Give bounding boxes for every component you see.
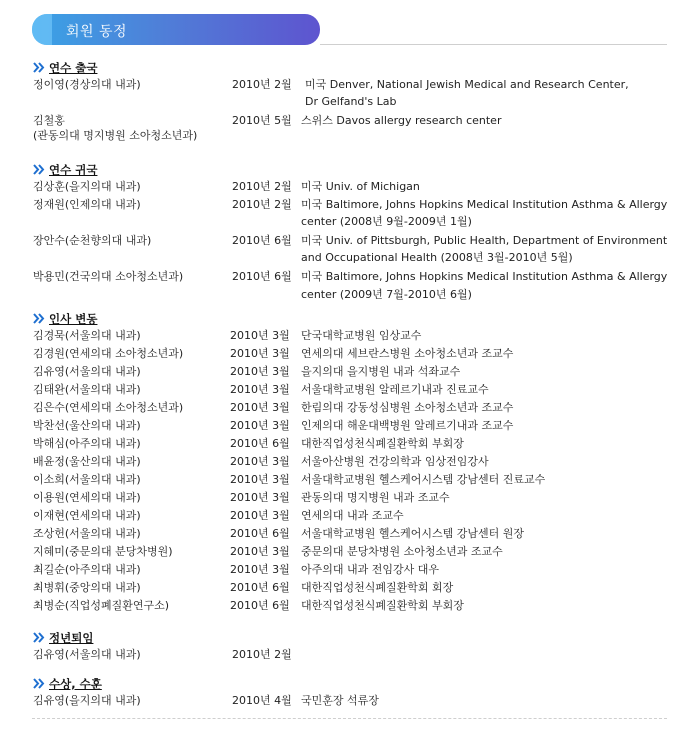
list-item xyxy=(0,490,700,506)
member-date: 2010년 2월 xyxy=(232,198,292,211)
section-title: 정년퇴임 xyxy=(49,631,94,645)
double-chevron-icon xyxy=(33,62,48,73)
member-date: 2010년 2월 xyxy=(232,180,292,193)
member-date: 2010년 3월 xyxy=(230,401,290,414)
member-detail: center (2008년 9월-2009년 1월) xyxy=(301,215,472,228)
list-item xyxy=(0,562,700,578)
member-name: 김유영(서울의대 내과) xyxy=(33,648,141,661)
member-detail: 서울대학교병원 헬스케어시스템 강남센터 원장 xyxy=(301,527,525,540)
member-name: 박용민(건국의대 소아청소년과) xyxy=(33,270,184,283)
member-name: 김은수(연세의대 소아청소년과) xyxy=(33,401,184,414)
section-header xyxy=(32,14,320,45)
double-chevron-icon xyxy=(33,632,48,643)
member-name: 이용원(연세의대 내과) xyxy=(33,491,141,504)
list-item xyxy=(0,472,700,488)
member-date: 2010년 3월 xyxy=(230,473,290,486)
list-item-continuation xyxy=(0,214,700,230)
member-date: 2010년 3월 xyxy=(230,563,290,576)
list-item-continuation xyxy=(0,94,700,110)
member-date: 2010년 2월 xyxy=(232,648,292,661)
list-item xyxy=(0,693,700,709)
member-name: 장안수(순천향의대 내과) xyxy=(33,234,152,247)
list-item xyxy=(0,382,700,398)
member-detail: 아주의대 내과 전임강사 대우 xyxy=(301,563,440,576)
member-date: 2010년 6월 xyxy=(232,234,292,247)
list-item xyxy=(0,269,700,285)
section-title: 연수 귀국 xyxy=(49,163,98,177)
member-detail: 한림의대 강동성심병원 소아청소년과 조교수 xyxy=(301,401,514,414)
member-detail: 서울대학교병원 헬스케어시스템 강남센터 진료교수 xyxy=(301,473,546,486)
list-item xyxy=(0,179,700,195)
member-date: 2010년 3월 xyxy=(230,329,290,342)
list-item-continuation xyxy=(0,287,700,303)
member-date: 2010년 4월 xyxy=(232,694,292,707)
member-date: 2010년 5월 xyxy=(232,114,292,127)
section-title: 수상, 수훈 xyxy=(49,677,102,691)
list-item xyxy=(0,436,700,452)
member-date: 2010년 2월 xyxy=(232,78,292,91)
member-detail: center (2009년 7월-2010년 6월) xyxy=(301,288,472,301)
member-detail: 단국대학교병원 임상교수 xyxy=(301,329,422,342)
list-item xyxy=(0,598,700,614)
section-retirement-heading xyxy=(33,630,93,644)
member-name: 최병순(직업성폐질환연구소) xyxy=(33,599,170,612)
member-detail: 인제의대 해운대백병원 알레르기내과 조교수 xyxy=(301,419,514,432)
member-name: 정이영(경상의대 내과) xyxy=(33,78,141,91)
section-departures-heading xyxy=(33,60,97,74)
member-detail: 을지의대 을지병원 내과 석좌교수 xyxy=(301,365,461,378)
bottom-divider xyxy=(32,718,667,719)
member-detail: and Occupational Health (2008년 3월-2010년 5월) xyxy=(301,251,573,264)
member-date: 2010년 6월 xyxy=(230,437,290,450)
member-detail: 대한직업성천식폐질환학회 부회장 xyxy=(301,599,464,612)
member-detail: 스위스 Davos allergy research center xyxy=(301,114,502,127)
member-date: 2010년 3월 xyxy=(230,365,290,378)
member-name: 박해심(아주의대 내과) xyxy=(33,437,141,450)
member-name: 김태완(서울의대 내과) xyxy=(33,383,141,396)
double-chevron-icon xyxy=(33,678,48,689)
member-detail: 미국 Univ. of Michigan xyxy=(301,180,420,193)
member-detail: 관동의대 명지병원 내과 조교수 xyxy=(301,491,450,504)
list-item xyxy=(0,580,700,596)
member-detail: 연세의대 내과 조교수 xyxy=(301,509,404,522)
member-detail: 중문의대 분당차병원 소아청소년과 조교수 xyxy=(301,545,503,558)
header-pill-highlight xyxy=(32,14,52,45)
member-date: 2010년 3월 xyxy=(230,545,290,558)
member-date: 2010년 6월 xyxy=(230,527,290,540)
list-item xyxy=(0,526,700,542)
member-name: 조상헌(서울의대 내과) xyxy=(33,527,141,540)
list-item xyxy=(0,647,700,663)
member-detail: 서울대학교병원 알레르기내과 진료교수 xyxy=(301,383,489,396)
member-name: 최병휘(중앙의대 내과) xyxy=(33,581,141,594)
section-personnel-heading xyxy=(33,311,97,325)
list-item xyxy=(0,113,700,129)
member-date: 2010년 6월 xyxy=(232,270,292,283)
member-detail: Dr Gelfand's Lab xyxy=(305,95,397,108)
list-item-continuation xyxy=(0,250,700,266)
member-name: 김유영(을지의대 내과) xyxy=(33,694,141,707)
member-date: 2010년 3월 xyxy=(230,383,290,396)
list-item xyxy=(0,197,700,213)
member-date: 2010년 3월 xyxy=(230,419,290,432)
double-chevron-icon xyxy=(33,164,48,175)
member-date: 2010년 3월 xyxy=(230,455,290,468)
section-awards-heading xyxy=(33,676,102,690)
member-detail: 서울아산병원 건강의학과 임상전임강사 xyxy=(301,455,489,468)
list-item xyxy=(0,400,700,416)
header-divider xyxy=(320,44,667,45)
member-name: 이소희(서울의대 내과) xyxy=(33,473,141,486)
member-date: 2010년 3월 xyxy=(230,509,290,522)
member-date: 2010년 3월 xyxy=(230,347,290,360)
member-name: 정재원(인제의대 내과) xyxy=(33,198,141,211)
member-detail: 대한직업성천식폐질환학회 부회장 xyxy=(301,437,464,450)
list-item xyxy=(0,418,700,434)
member-detail: 미국 Baltimore, Johns Hopkins Medical Institution Asthma & Allergy xyxy=(301,270,668,283)
list-item xyxy=(0,77,700,93)
section-title: 연수 출국 xyxy=(49,61,98,75)
member-name: 배윤정(울산의대 내과) xyxy=(33,455,141,468)
member-date: 2010년 6월 xyxy=(230,599,290,612)
member-name: 김경묵(서울의대 내과) xyxy=(33,329,141,342)
double-chevron-icon xyxy=(33,313,48,324)
member-date: 2010년 6월 xyxy=(230,581,290,594)
member-name: 김상훈(을지의대 내과) xyxy=(33,180,141,193)
member-detail: 미국 Univ. of Pittsburgh, Public Health, Department of Environment xyxy=(301,234,668,247)
member-affiliation: (관동의대 명지병원 소아청소년과) xyxy=(33,129,198,142)
member-detail: 연세의대 세브란스병원 소아청소년과 조교수 xyxy=(301,347,514,360)
member-detail: 미국 Baltimore, Johns Hopkins Medical Institution Asthma & Allergy xyxy=(301,198,668,211)
member-name: 김유영(서울의대 내과) xyxy=(33,365,141,378)
member-name: 김철홍 xyxy=(33,114,65,127)
member-name: 지혜미(중문의대 분당차병원) xyxy=(33,545,173,558)
list-item xyxy=(0,364,700,380)
list-item xyxy=(0,454,700,470)
section-returns-heading xyxy=(33,162,97,176)
member-date: 2010년 3월 xyxy=(230,491,290,504)
member-detail: 미국 Denver, National Jewish Medical and Research Center, xyxy=(305,78,629,91)
member-detail: 대한직업성천식폐질환학회 회장 xyxy=(301,581,454,594)
list-item xyxy=(0,508,700,524)
member-name: 김경원(연세의대 소아청소년과) xyxy=(33,347,184,360)
page-title: 회원 동정 xyxy=(66,24,128,40)
member-name: 박찬선(울산의대 내과) xyxy=(33,419,141,432)
list-item xyxy=(0,544,700,560)
list-item xyxy=(0,346,700,362)
member-name: 최길순(아주의대 내과) xyxy=(33,563,141,576)
list-item xyxy=(0,328,700,344)
member-detail: 국민훈장 석류장 xyxy=(301,694,379,707)
member-name: 이재현(연세의대 내과) xyxy=(33,509,141,522)
section-title: 인사 변동 xyxy=(49,312,98,326)
list-item xyxy=(0,233,700,249)
list-item-continuation xyxy=(0,128,700,144)
